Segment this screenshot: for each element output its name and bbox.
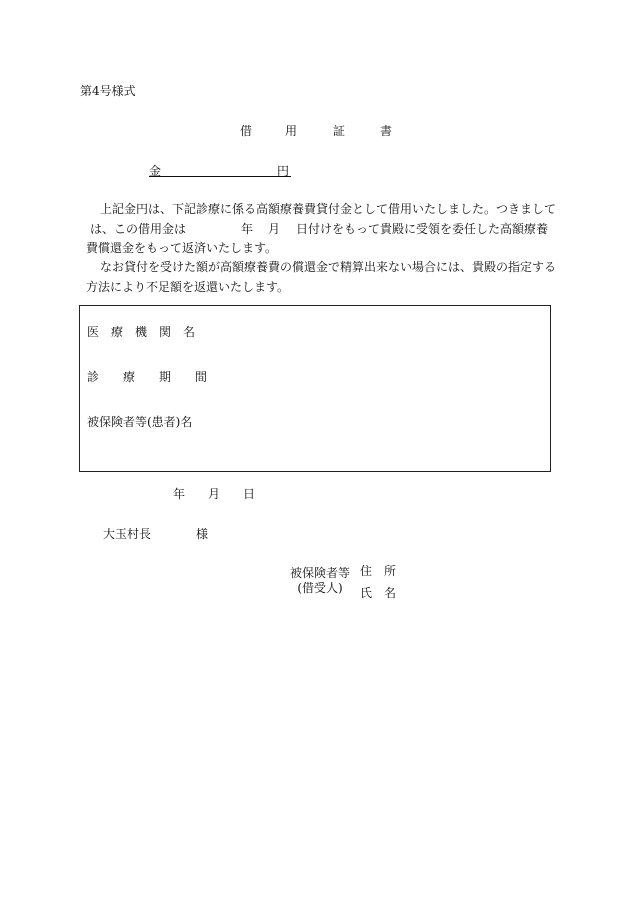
amount-prefix: 金 <box>149 164 162 178</box>
insured-person-label: 被保険者等(患者)名 <box>87 415 193 429</box>
paragraph-line: 方法により不足額を返還いたします。 <box>86 279 290 294</box>
paragraph-line: なお貸付を受けた額が高額療養費の償還金で精算出来ない場合には、貴殿の指定する <box>100 260 557 274</box>
address-label: 住 所 <box>360 564 397 578</box>
addressee-honorific: 様 <box>196 527 209 541</box>
paragraph-line-date <box>86 220 556 240</box>
medical-institution-label: 医 療 機 関 名 <box>87 325 196 339</box>
amount-field <box>149 162 291 177</box>
borrower-label-line1: 被保険者等 <box>290 566 351 580</box>
date-year: 年 <box>173 487 186 501</box>
addressee-name: 大玉村長 <box>103 527 152 541</box>
borrower-label-line2: (借受人) <box>297 581 343 595</box>
date-day: 日 <box>243 487 256 501</box>
paragraph-line: 上記金円は、下記診療に係る高額療養費貸付金として借用いたしました。つきまして <box>100 202 557 216</box>
borrower-label <box>290 566 350 596</box>
treatment-period-label: 診 療 期 間 <box>87 370 208 384</box>
title-char-1: 借 <box>240 124 253 138</box>
paragraph-text: は、この借用金は <box>90 221 187 236</box>
paragraph-line: 費償還金をもって返済いたします。 <box>86 241 278 255</box>
details-box <box>79 305 551 472</box>
title-char-2: 用 <box>285 124 298 138</box>
repayment-paragraph <box>86 200 556 259</box>
title-char-4: 書 <box>380 124 393 138</box>
shortfall-paragraph <box>86 258 556 297</box>
date-month: 月 <box>208 487 221 501</box>
paragraph-month: 月 <box>268 221 281 236</box>
name-label: 氏 名 <box>360 586 397 600</box>
paragraph-text: 日付けをもって貴殿に受領を委任した高額療養 <box>296 221 549 236</box>
form-number: 第4号様式 <box>80 84 136 98</box>
amount-suffix: 円 <box>276 164 289 178</box>
paragraph-year: 年 <box>241 221 254 236</box>
title-char-3: 証 <box>333 124 346 138</box>
